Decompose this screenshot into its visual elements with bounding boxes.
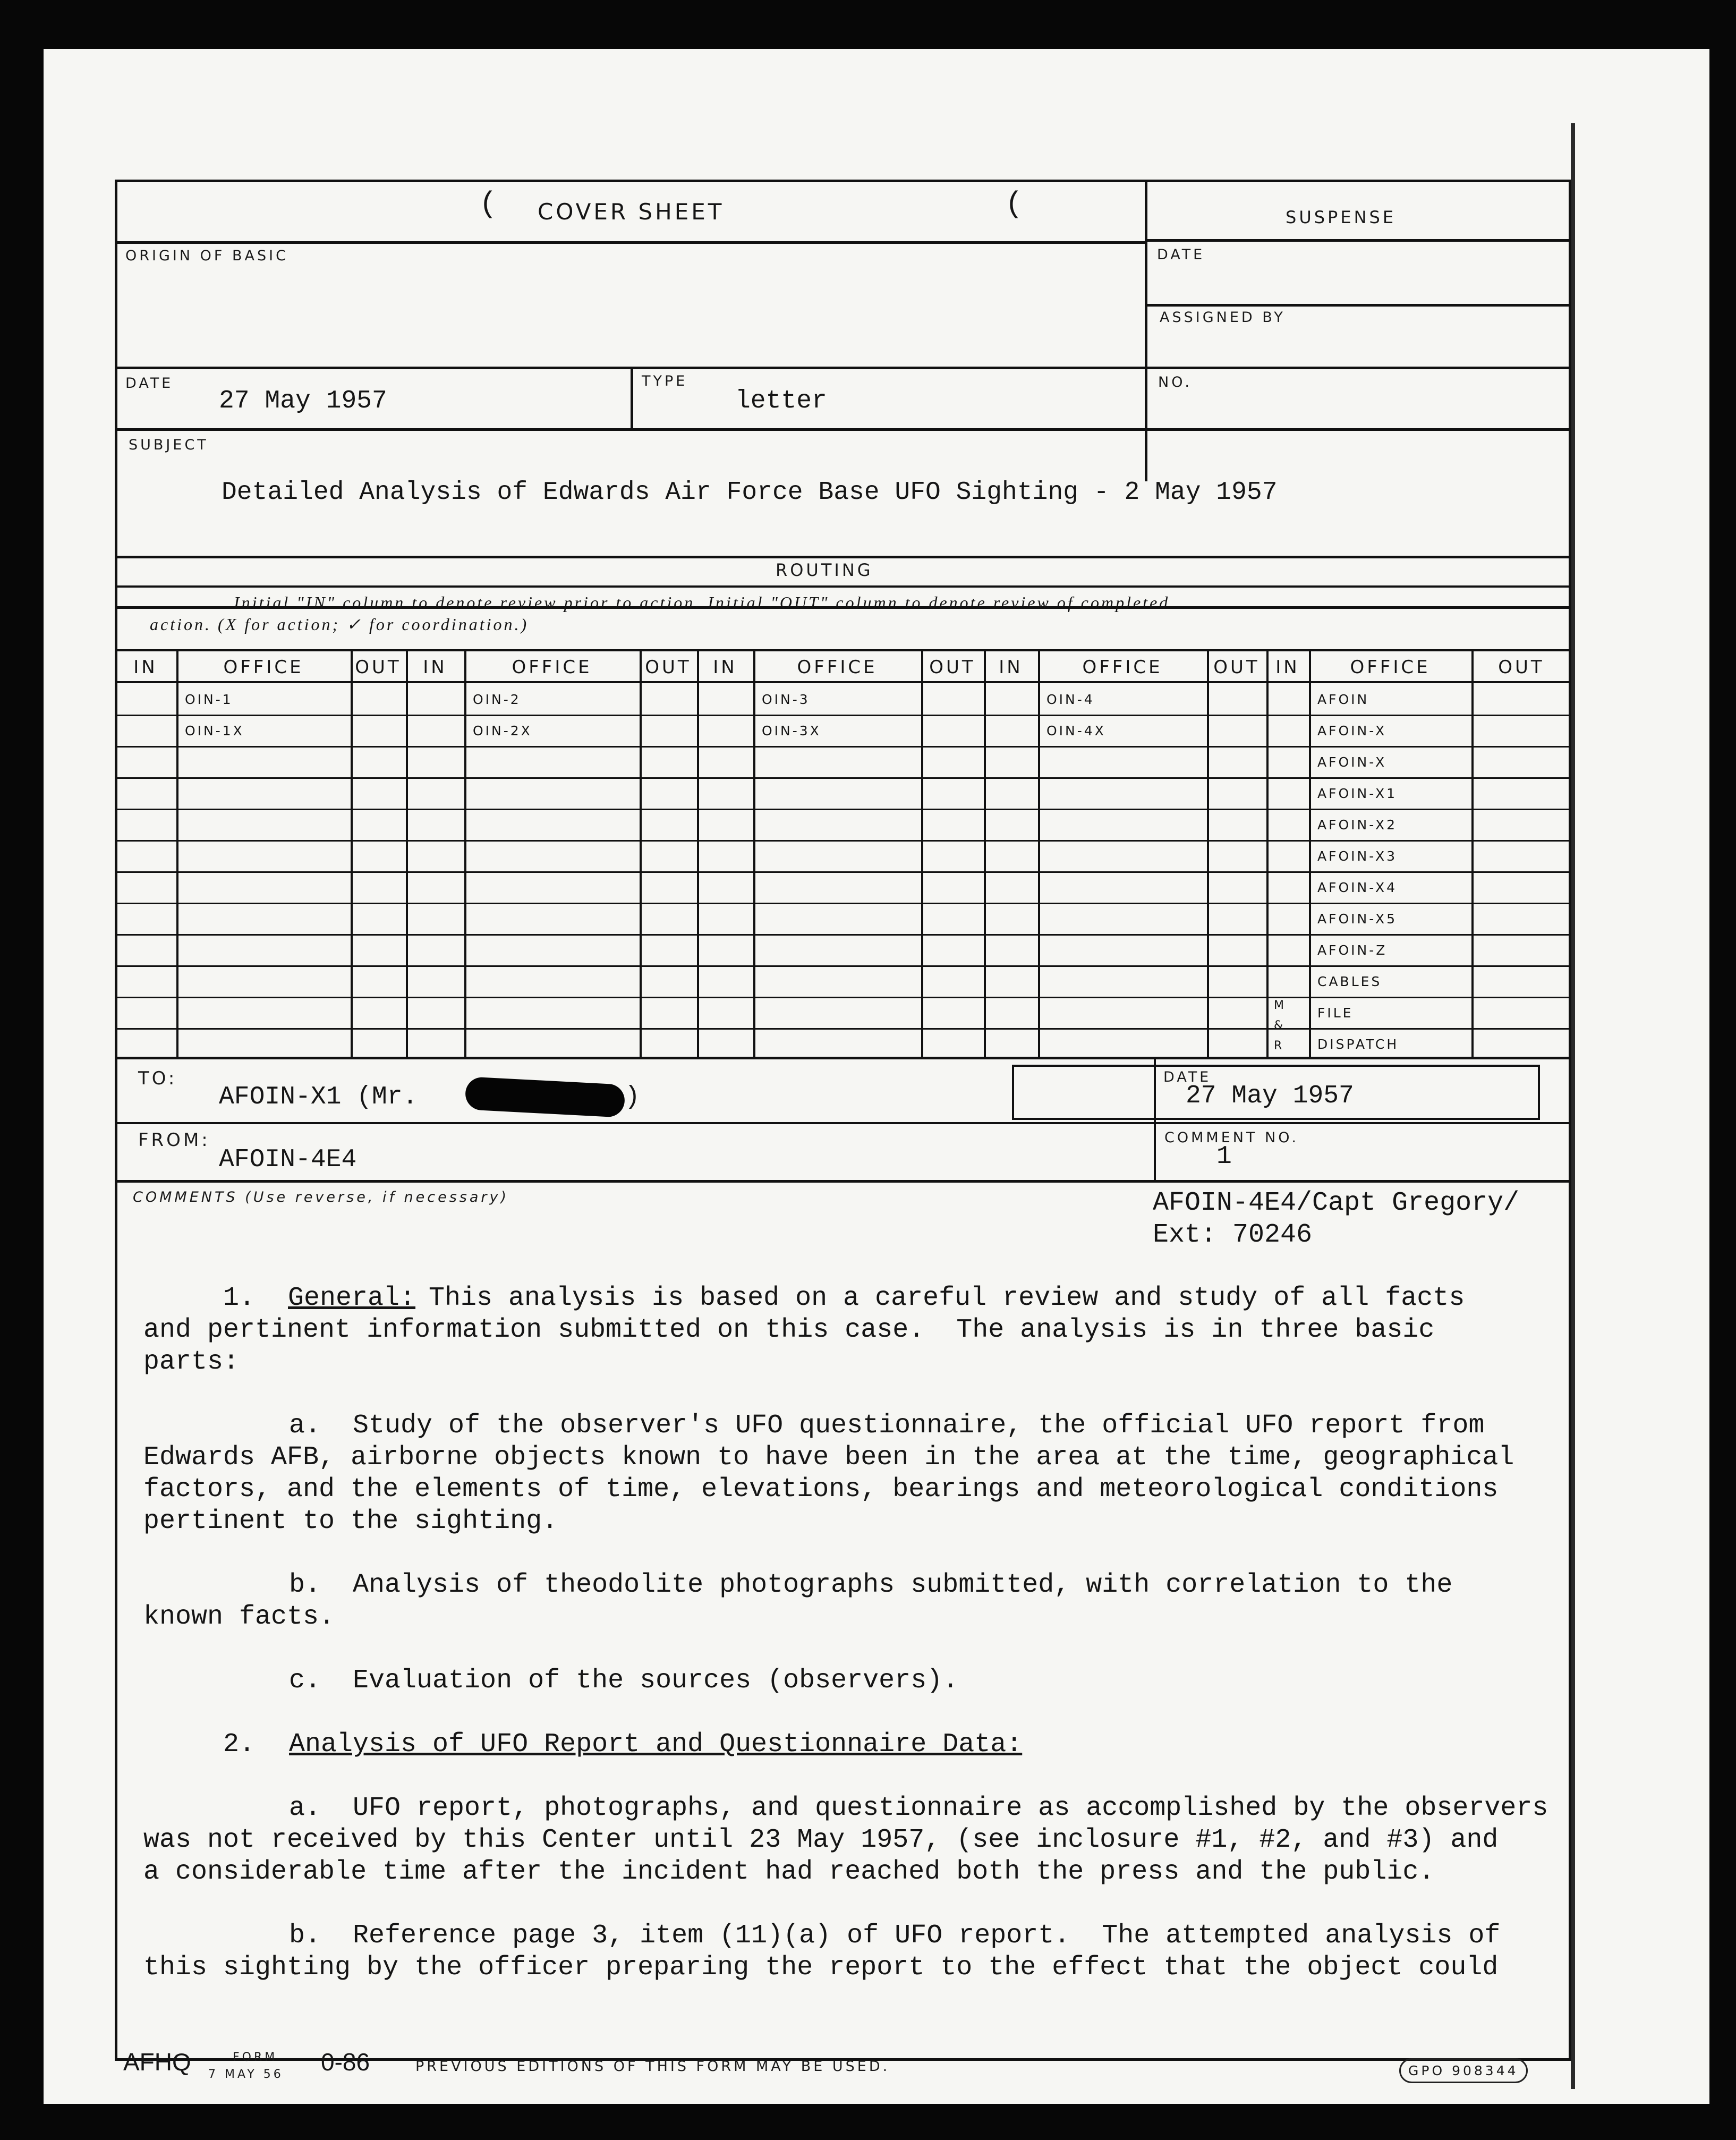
routing-office-cell: AFOIN-X3	[1317, 848, 1398, 864]
paragraph-1-line3: parts:	[143, 1347, 240, 1377]
paragraph-a-line3: factors, and the elements of time, elevations, bearings and meteorological conditions	[143, 1474, 1499, 1505]
suspense-row-line	[1145, 239, 1571, 242]
comments-label: COMMENTS (Use reverse, if necessary)	[133, 1189, 509, 1205]
paragraph-a-line2: Edwards AFB, airborne objects known to have been in the area at the time, geographical	[143, 1442, 1514, 1473]
paragraph-a-line1: a. Study of the observer's UFO questionnaire, the official UFO report from	[289, 1411, 1485, 1441]
routing-header-out: OUT	[929, 657, 976, 678]
scan-frame-right	[1709, 0, 1736, 2140]
comment-number-label: COMMENT NO.	[1164, 1130, 1299, 1146]
routing-instruction-2: action. (X for action; ✓ for coordination.)	[150, 615, 529, 634]
date-row-line	[1145, 304, 1571, 307]
paragraph-b-line1: b. Analysis of theodolite photographs submitted, with correlation to the	[289, 1570, 1453, 1600]
routing-office-cell: AFOIN	[1317, 692, 1369, 707]
date-value: 27 May 1957	[219, 387, 387, 415]
routing-header-office: OFFICE	[797, 657, 878, 678]
routing-row-line	[115, 997, 1571, 998]
paragraph-c-line1: c. Evaluation of the sources (observers).	[289, 1666, 959, 1696]
body-left-border	[115, 1183, 117, 2059]
routing-header-in: IN	[423, 657, 447, 678]
date-type-divider	[631, 367, 633, 429]
suspense-date-label: DATE	[1157, 247, 1205, 263]
routing-office-cell: OIN-3	[762, 692, 810, 707]
routing-mr-mark: &	[1274, 1019, 1286, 1032]
paragraph-1-heading: General:	[288, 1283, 416, 1313]
routing-header-in: IN	[713, 657, 737, 678]
routing-header-out: OUT	[645, 657, 692, 678]
comments-author-line2: Ext: 70246	[1153, 1220, 1313, 1250]
routing-header-out: OUT	[355, 657, 402, 678]
footer-form-date: 7 MAY 56	[208, 2068, 284, 2081]
paren-mark: (	[1005, 187, 1023, 221]
paren-mark: (	[479, 187, 497, 221]
to-value: AFOIN-X1 (Mr.	[219, 1083, 418, 1111]
paragraph-b-line2: known facts.	[143, 1602, 335, 1632]
routing-row-line	[115, 871, 1571, 873]
origin-row-line	[115, 367, 1571, 369]
to-date-label: DATE	[1163, 1069, 1212, 1085]
routing-office-cell: AFOIN-X	[1317, 723, 1387, 738]
routing-header-in: IN	[999, 657, 1023, 678]
origin-label: ORIGIN OF BASIC	[125, 248, 288, 264]
routing-office-cell: AFOIN-Z	[1317, 942, 1388, 958]
comment-number-value: 1	[1216, 1142, 1232, 1171]
routing-office-cell: AFOIN-X	[1317, 754, 1387, 770]
routing-office-cell: CABLES	[1317, 974, 1382, 989]
title-row-line	[115, 241, 1147, 244]
routing-header-in: IN	[1275, 657, 1300, 678]
routing-row-line	[115, 1028, 1571, 1030]
routing-row-line	[115, 715, 1571, 716]
paragraph-1-line2: and pertinent information submitted on this case. The analysis is in three basic	[143, 1315, 1435, 1345]
to-label: TO:	[138, 1068, 177, 1089]
routing-office-cell: OIN-2X	[473, 723, 532, 738]
routing-office-cell: AFOIN-X2	[1317, 817, 1398, 833]
routing-title-line	[115, 585, 1571, 588]
routing-instruction-1: Initial "IN" column to denote review prior to action. Initial "OUT" column to denote review of completed	[234, 593, 1170, 612]
from-label: FROM:	[138, 1130, 210, 1151]
paragraph-2b-line1: b. Reference page 3, item (11)(a) of UFO report. The attempted analysis of	[289, 1921, 1501, 1951]
type-label: TYPE	[642, 373, 688, 389]
routing-office-cell: OIN-4X	[1046, 723, 1106, 738]
comments-author-line1: AFOIN-4E4/Capt Gregory/	[1153, 1188, 1520, 1218]
routing-office-cell: OIN-4	[1046, 692, 1095, 707]
routing-office-cell: AFOIN-X1	[1317, 786, 1398, 801]
routing-mr-mark: R	[1274, 1039, 1284, 1052]
footer-previous-editions: PREVIOUS EDITIONS OF THIS FORM MAY BE USED.	[415, 2058, 890, 2075]
routing-office-cell: AFOIN-X4	[1317, 880, 1398, 895]
routing-header-top	[115, 649, 1571, 651]
paragraph-1-number: 1.	[223, 1283, 256, 1313]
to-value-suffix: )	[625, 1083, 640, 1111]
subject-label: SUBJECT	[129, 437, 209, 453]
routing-row-line	[115, 934, 1571, 936]
paragraph-2a-line1: a. UFO report, photographs, and questionnaire as accomplished by the observers	[289, 1793, 1548, 1823]
routing-office-cell: DISPATCH	[1317, 1037, 1399, 1052]
footer-form-number: 0-86	[321, 2048, 370, 2076]
routing-office-cell: OIN-3X	[762, 723, 821, 738]
footer-form-id: AFHQ	[123, 2048, 191, 2076]
routing-header-out: OUT	[1213, 657, 1260, 678]
assigned-by-label: ASSIGNED BY	[1160, 309, 1286, 326]
routing-row-line	[115, 809, 1571, 810]
paragraph-2-heading: Analysis of UFO Report and Questionnaire Data:	[289, 1729, 1023, 1760]
form-title: COVER SHEET	[538, 199, 725, 225]
routing-office-cell: OIN-1X	[185, 723, 244, 738]
to-from-divider	[115, 1122, 1571, 1124]
subject-value: Detailed Analysis of Edwards Air Force Base UFO Sighting - 2 May 1957	[222, 478, 1278, 507]
paragraph-2a-line2: was not received by this Center until 23 May 1957, (see inclosure #1, #2, and #3) and	[143, 1825, 1499, 1855]
type-value: letter	[735, 387, 827, 415]
routing-mr-mark: M	[1274, 999, 1286, 1012]
paragraph-2a-line3: a considerable time after the incident had reached both the press and the public.	[143, 1857, 1435, 1887]
routing-header-in: IN	[133, 657, 158, 678]
paragraph-a-line4: pertinent to the sighting.	[143, 1506, 558, 1536]
routing-office-cell: OIN-1	[185, 692, 233, 707]
scan-frame-bottom	[0, 2104, 1736, 2140]
routing-title: ROUTING	[776, 560, 873, 580]
footer-gpo-number: GPO 908344	[1399, 2058, 1528, 2083]
footer-form-word: FORM	[233, 2051, 278, 2064]
paragraph-2b-line2: this sighting by the officer preparing the report to the effect that the object could	[143, 1952, 1499, 1983]
document-sheet	[44, 49, 1709, 2104]
routing-row-line	[115, 777, 1571, 779]
to-date-value: 27 May 1957	[1186, 1082, 1354, 1110]
date-label: DATE	[125, 375, 174, 392]
header-divider	[1145, 180, 1147, 481]
routing-office-cell: OIN-2	[473, 692, 521, 707]
routing-office-cell: FILE	[1317, 1005, 1354, 1021]
paragraph-1-line1: This analysis is based on a careful review and study of all facts	[413, 1283, 1465, 1313]
routing-office-cell: AFOIN-X5	[1317, 911, 1398, 927]
paragraph-2-number: 2.	[223, 1729, 256, 1760]
routing-header-bottom	[115, 681, 1571, 683]
scan-frame-top	[0, 0, 1736, 49]
date-type-row-line	[115, 428, 1571, 431]
routing-header-office: OFFICE	[223, 657, 304, 678]
number-label: NO.	[1158, 374, 1192, 390]
routing-header-office: OFFICE	[1350, 657, 1431, 678]
scan-frame-left	[0, 0, 44, 2140]
routing-header-office: OFFICE	[512, 657, 592, 678]
routing-row-line	[115, 746, 1571, 748]
routing-header-office: OFFICE	[1082, 657, 1163, 678]
routing-row-line	[115, 840, 1571, 842]
suspense-label: SUSPENSE	[1286, 207, 1397, 227]
routing-header-out: OUT	[1498, 657, 1545, 678]
routing-row-line	[115, 903, 1571, 904]
from-value: AFOIN-4E4	[219, 1145, 357, 1174]
routing-row-line	[115, 965, 1571, 967]
